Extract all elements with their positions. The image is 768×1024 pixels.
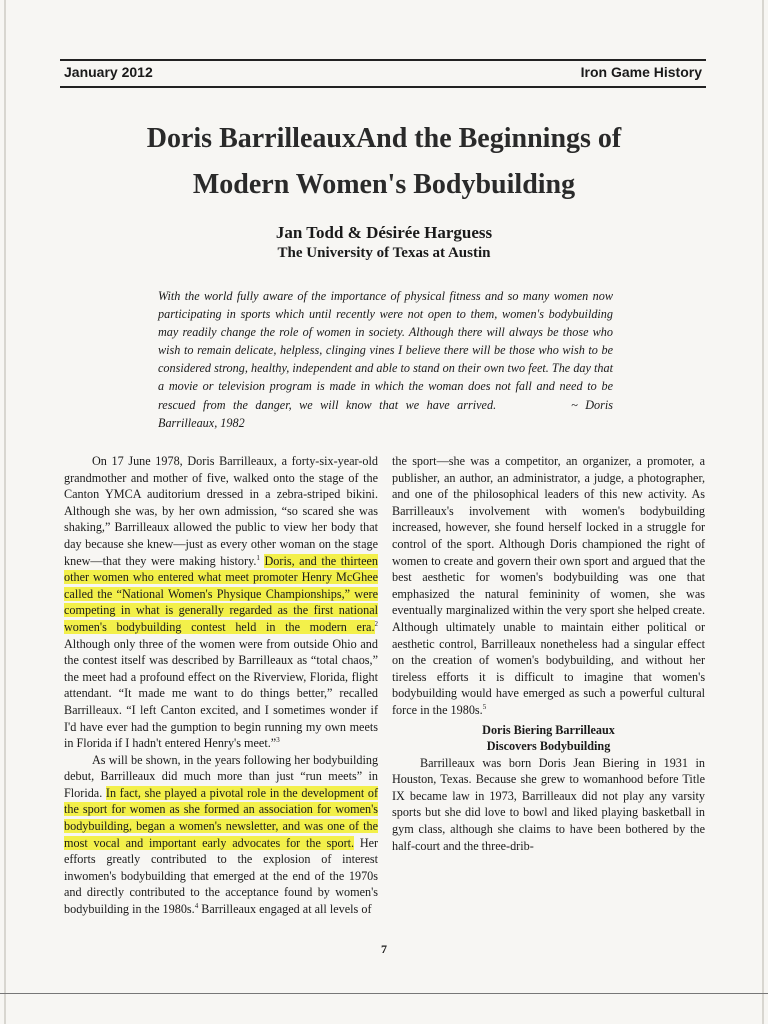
page-bottom-edge — [0, 993, 768, 994]
footnote-ref-3: 3 — [276, 736, 280, 745]
p2-text-b: Her efforts greatly contributed to the explosion of interest inwomen's bodybuilding that emerged at the end of the 1970s and directly contributed to the acceptance found by women's bodybuilding in the 1980s. — [64, 835, 379, 917]
footnote-ref-1: 1 — [256, 553, 260, 562]
paragraph-2 — [64, 752, 378, 918]
page-number: 7 — [381, 942, 387, 956]
page-edge-left — [4, 0, 6, 1024]
authors: Jan Todd & Désirée Harguess — [275, 223, 493, 242]
header-top-rule — [60, 59, 706, 61]
running-header — [62, 64, 704, 82]
section-heading-line-2: Discovers Bodybuilding — [486, 739, 611, 754]
footnote-ref-2: 2 — [374, 619, 378, 628]
p1-text-b: Although only three of the women were from outside Ohio and the contest itself was described by Barrilleaux as “total chaos,” the meet had a profound effect on the Riverview, Florida, flight attendant. “It made me want to do things better,” recalled Barrilleaux. “I left Canton excited, and I sometimes wonder if I'd have ever had the gumption to begin running my own meets in Florida if I hadn't entered Henry's meet.” — [64, 636, 378, 751]
title-line-1: Doris BarrilleauxAnd the Beginnings of — [146, 123, 622, 154]
page-edge-right — [762, 0, 764, 1024]
epigraph-attribution: ~ Doris Barrilleaux, 1982 — [158, 397, 613, 430]
p1-highlight: Doris, and the thirteen other women who entered what meet promoter Henry McGhee called the “National Women's Physique Championships,” were competing in what is generally regarded as the first national women's bodybuilding contest held in the modern era. — [64, 553, 378, 634]
p1-text-a: On 17 June 1978, Doris Barrilleaux, a forty-six-year-old grandmother and mother of five, walked onto the stage of the Canton YMCA auditorium dressed in a zebra-striped bikini. Although she was, by her own admission, “so scared she was shaking,” Barrilleaux allowed the public to view her body that day because she knew—just as every other woman on the stage knew—that they were making history. — [64, 454, 378, 568]
epigraph-text: With the world fully aware of the importance of physical fitness and so many women now participating in sports which until recently were not open to them, women's bodybuilding may readily change the role of women in society. Although there will always be those who wish to remain delicate, helpless, clinging vines I believe there will be those who wish to be considered strong, healthy, independent and able to stand on their own two feet. The day that a movie or television program is made in which the woman does not fall and need to be rescued from the danger, we will know that we have arrived. — [158, 289, 613, 412]
body-column-1 — [64, 453, 378, 918]
p2-highlight: In fact, she played a pivotal role in the development of the sport for women as she formed an association for women's bodybuilding, began a women's newsletter, and was one of the most vocal and important early advocates for the sport. — [64, 785, 379, 850]
paragraph-1 — [64, 453, 378, 752]
epigraph — [158, 287, 613, 432]
affiliation: The University of Texas at Austin — [277, 245, 491, 261]
p2-text-a: As will be shown, in the years following her bodybuilding debut, Barrilleaux did much more than just “run meets” in Florida. — [64, 752, 379, 800]
title-line-2: Modern Women's Bodybuilding — [192, 169, 576, 200]
paragraph-2-continued: the sport—she was a competitor, an organizer, a promoter, a publisher, an author, an administrator, a judge, a photographer, and one of the philosophical leaders of this new activity. As Barrilleaux's involvement with women's bodybuilding increased, however, she found herself locked in a struggle for control of the sport. Although Doris championed the right of women to create and govern their own sport and argued that the best aesthetic for women's bodybuilding was one that emphasized the natural femininity of women, she was eventually marginalized within the very sport she helped create. Although ultimately unable to maintain either political or aesthetic control, Barrilleaux nonetheless had a singular effect on the creation of women's bodybuilding, and without her tireless efforts it is difficult to imagine that women's bodybuilding would have emerged as such a powerful cultural force in the 1980s.$^5$ — [392, 454, 706, 717]
header-bottom-rule — [60, 86, 706, 88]
footnote-ref-4: 4 — [194, 901, 199, 910]
p2-text-c: Barrilleaux engaged at all levels of — [201, 902, 372, 917]
footnote-ref-5: 5 — [482, 702, 487, 711]
header-journal: Iron Game History — [580, 64, 702, 80]
paragraph-3: Barrilleaux was born Doris Jean Biering in 1931 in Houston, Texas. Because she grew to womanhood before Title IX became law in 1973, Barrilleaux did not play any varsity sports but she did love to bowl and liked playing basketball in gym class, although she claims to have been bothered by the half-court and the three-drib- — [392, 755, 705, 853]
body-column-2 — [392, 453, 705, 854]
header-date: January 2012 — [64, 64, 153, 80]
article-title — [60, 116, 708, 208]
section-heading-line-1: Doris Biering Barrilleaux — [482, 722, 615, 737]
